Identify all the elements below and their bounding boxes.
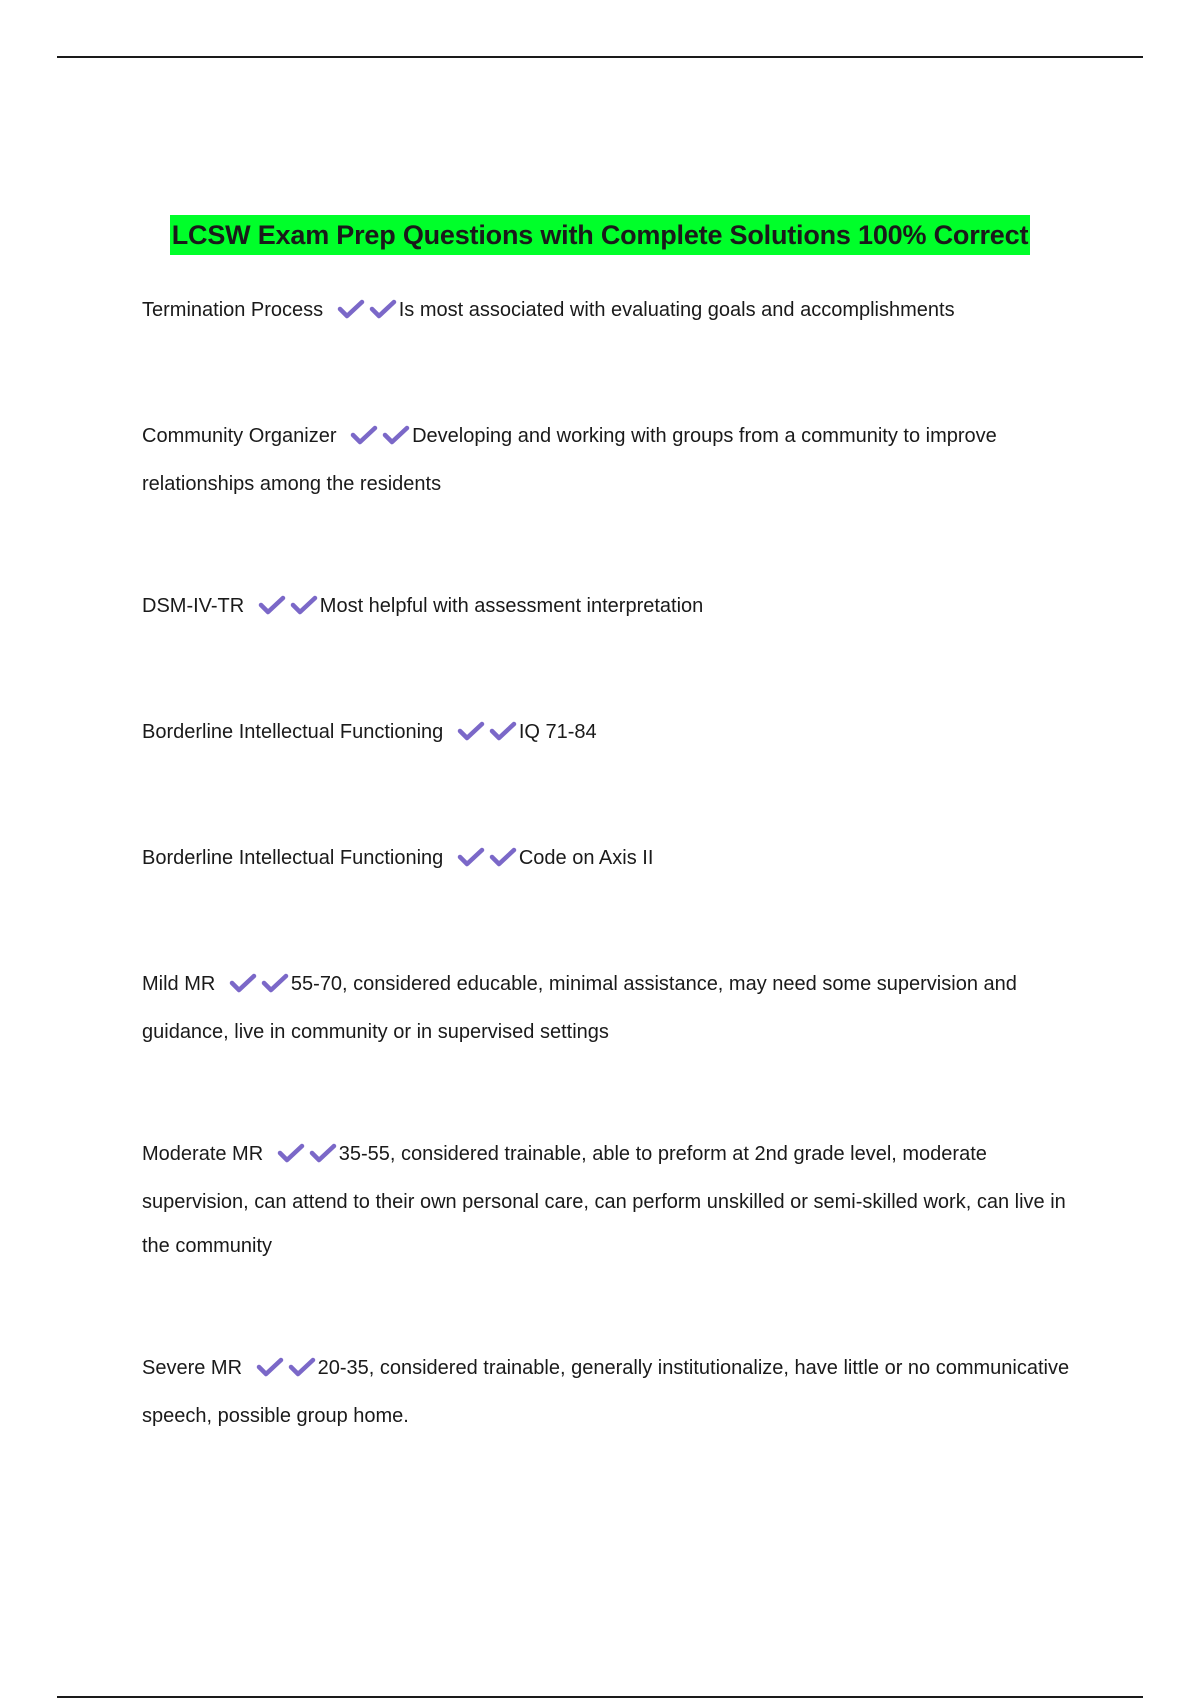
check-icon <box>489 846 517 868</box>
qa-answer: Is most associated with evaluating goals and accomplishments <box>398 299 955 321</box>
qa-term: Severe MR <box>142 1357 243 1379</box>
qa-term: Mild MR <box>142 973 216 995</box>
check-icon <box>290 594 318 616</box>
qa-answer: Developing and working with groups from a community to improve relationships among the residents <box>142 425 997 495</box>
qa-item <box>142 584 1072 632</box>
qa-term: Community Organizer <box>142 425 337 447</box>
check-icon <box>288 1356 316 1378</box>
qa-term: Borderline Intellectual Functioning <box>142 721 444 743</box>
qa-item <box>142 288 1072 336</box>
qa-item <box>142 710 1072 758</box>
qa-item <box>142 414 1072 506</box>
check-icon <box>261 972 289 994</box>
qa-item <box>142 962 1072 1054</box>
check-icon <box>309 1142 337 1164</box>
check-icon <box>337 298 365 320</box>
title-container <box>0 215 1200 255</box>
double-check-icon <box>256 1350 316 1394</box>
double-check-icon <box>337 292 397 336</box>
check-icon <box>382 424 410 446</box>
qa-list <box>142 288 1072 1516</box>
check-icon <box>229 972 257 994</box>
qa-answer: 55-70, considered educable, minimal assistance, may need some supervision and guidance, live in community or in supervised settings <box>142 973 1017 1043</box>
double-check-icon <box>457 840 517 884</box>
check-icon <box>256 1356 284 1378</box>
qa-item <box>142 1346 1072 1438</box>
check-icon <box>258 594 286 616</box>
qa-term: Moderate MR <box>142 1143 264 1165</box>
check-icon <box>457 720 485 742</box>
check-icon <box>369 298 397 320</box>
top-rule <box>57 56 1143 58</box>
check-icon <box>457 846 485 868</box>
double-check-icon <box>457 714 517 758</box>
qa-item <box>142 836 1072 884</box>
qa-answer: Most helpful with assessment interpretation <box>319 595 704 617</box>
document-title: LCSW Exam Prep Questions with Complete Solutions 100% Correct <box>170 215 1030 255</box>
double-check-icon <box>258 588 318 632</box>
qa-answer: 20-35, considered trainable, generally institutionalize, have little or no communicative speech, possible group home. <box>142 1357 1070 1427</box>
qa-item <box>142 1132 1072 1268</box>
qa-term: Termination Process <box>142 299 324 321</box>
qa-answer: Code on Axis II <box>518 847 654 869</box>
double-check-icon <box>277 1136 337 1180</box>
qa-term: Borderline Intellectual Functioning <box>142 847 444 869</box>
check-icon <box>350 424 378 446</box>
check-icon <box>277 1142 305 1164</box>
double-check-icon <box>350 418 410 462</box>
qa-answer: 35-55, considered trainable, able to preform at 2nd grade level, moderate supervision, can attend to their own personal care, can perform unskilled or semi-skilled work, can live in the community <box>142 1143 1066 1257</box>
qa-answer: IQ 71-84 <box>518 721 597 743</box>
double-check-icon <box>229 966 289 1010</box>
bottom-rule <box>57 1696 1143 1698</box>
check-icon <box>489 720 517 742</box>
qa-term: DSM-IV-TR <box>142 595 245 617</box>
